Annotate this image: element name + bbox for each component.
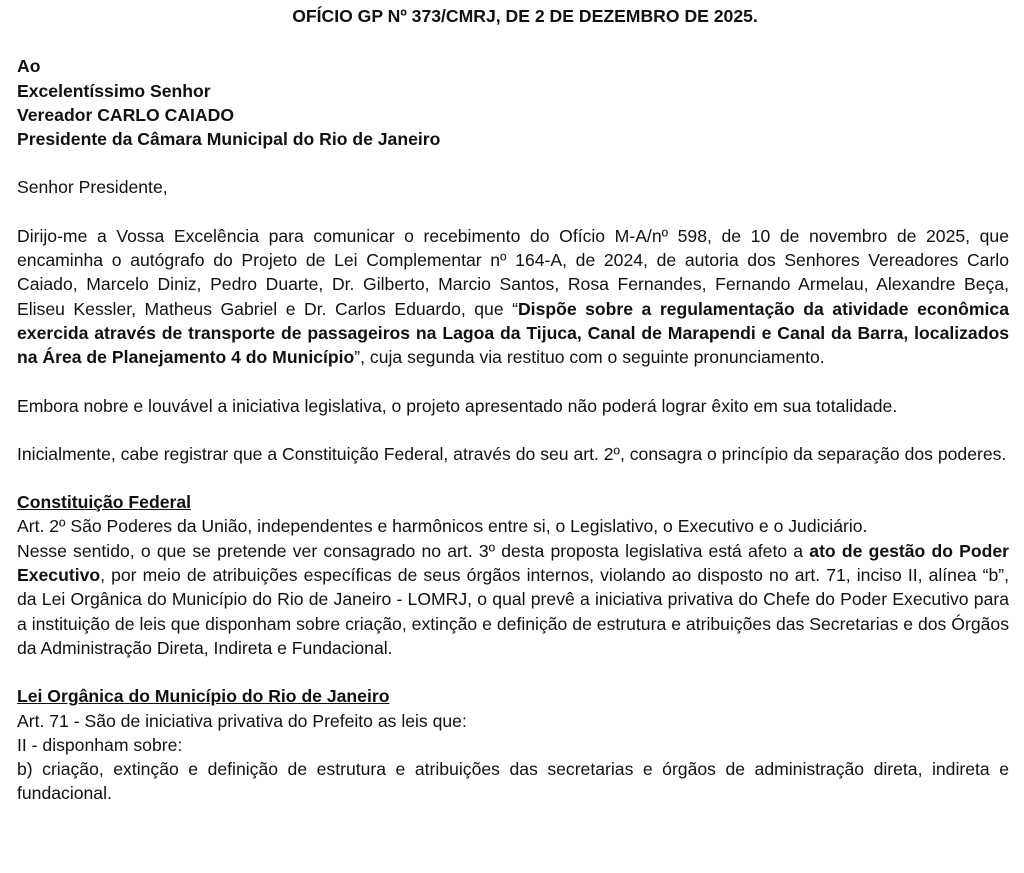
addressee-block xyxy=(17,54,1009,151)
addressee-line: Presidente da Câmara Municipal do Rio de Janeiro xyxy=(17,129,441,150)
paragraph-text: Dirijo-me a Vossa Excelência para comunicar o recebimento do Ofício M-A/nº 598, de 10 de novembro de 2025, que encaminha o autógrafo do Projeto de Lei Complementar nº 164-A, de 2024, de autoria dos Senhores Vereadores Carlo Caiado, Marcelo Diniz, Pedro Duarte, Dr. Gilberto, Marcio Santos, Rosa Fernandes, Fernando Armelau, Alexandre Beça, Eliseu Kessler, Matheus Gabriel e Dr. Carlos Eduardo, que “ xyxy=(17,225,1009,319)
paragraph-initiative: Embora nobre e louvável a iniciativa legislativa, o projeto apresentado não poderá lograr êxito em sua totalidade. xyxy=(17,395,898,416)
salutation: Senhor Presidente, xyxy=(17,177,168,198)
document-title: OFÍCIO GP Nº 373/CMRJ, DE 2 DE DEZEMBRO DE 2025. xyxy=(292,6,758,26)
law-subitem: b) criação, extinção e definição de estrutura e atribuições das secretarias e órgãos de administração direta, indireta e fundacional. xyxy=(17,759,1009,804)
paragraph-text: , por meio de atribuições específicas de seus órgãos internos, violando ao disposto no art. 71, inciso II, alínea “b”, da Lei Orgânica do Município do Rio de Janeiro - LOMRJ, o qual prevê a iniciativa privativa do Chefe do Poder Executivo para a instituição de leis que disponham sobre criação, extinção e definição de estrutura e atribuições das Secretarias e dos Órgãos da Administração Direta, Indireta e Fundacional. xyxy=(17,565,1009,658)
paragraph-text: Nesse sentido, o que se pretende ver consagrado no art. 3º desta proposta legislativa está afeto a xyxy=(17,540,810,561)
paragraph-communication xyxy=(17,224,1009,370)
paragraph-constitution: Inicialmente, cabe registrar que a Constituição Federal, através do seu art. 2º, consagra o princípio da separação dos poderes. xyxy=(17,443,1007,464)
addressee-line: Ao xyxy=(17,56,41,77)
addressee-line: Vereador CARLO CAIADO xyxy=(17,104,235,125)
section-heading: Constituição Federal xyxy=(17,492,192,513)
law-article: Art. 71 - São de iniciativa privativa do Prefeito as leis que: xyxy=(17,710,467,731)
paragraph-analysis xyxy=(17,539,1009,660)
bill-subject: Dispõe sobre a regulamentação da atividade econômica exercida através de transporte de passageiros na Lagoa da Tijuca, Canal de Marapendi e Canal da Barra, localizados na Área de Planejamento 4 do Município xyxy=(17,298,1009,368)
section-organic-law xyxy=(17,684,1009,805)
law-item: II - disponham sobre: xyxy=(17,734,183,755)
section-constitution xyxy=(17,490,1009,660)
section-heading: Lei Orgânica do Município do Rio de Janeiro xyxy=(17,686,390,707)
paragraph-text: ”, cuja segunda via restituo com o seguinte pronunciamento. xyxy=(354,347,825,368)
addressee-line: Excelentíssimo Senhor xyxy=(17,80,211,101)
emphasis-text: ato de gestão do Poder Executivo xyxy=(17,540,1009,586)
constitution-article: Art. 2º São Poderes da União, independentes e harmônicos entre si, o Legislativo, o Executivo e o Judiciário. xyxy=(17,516,868,537)
